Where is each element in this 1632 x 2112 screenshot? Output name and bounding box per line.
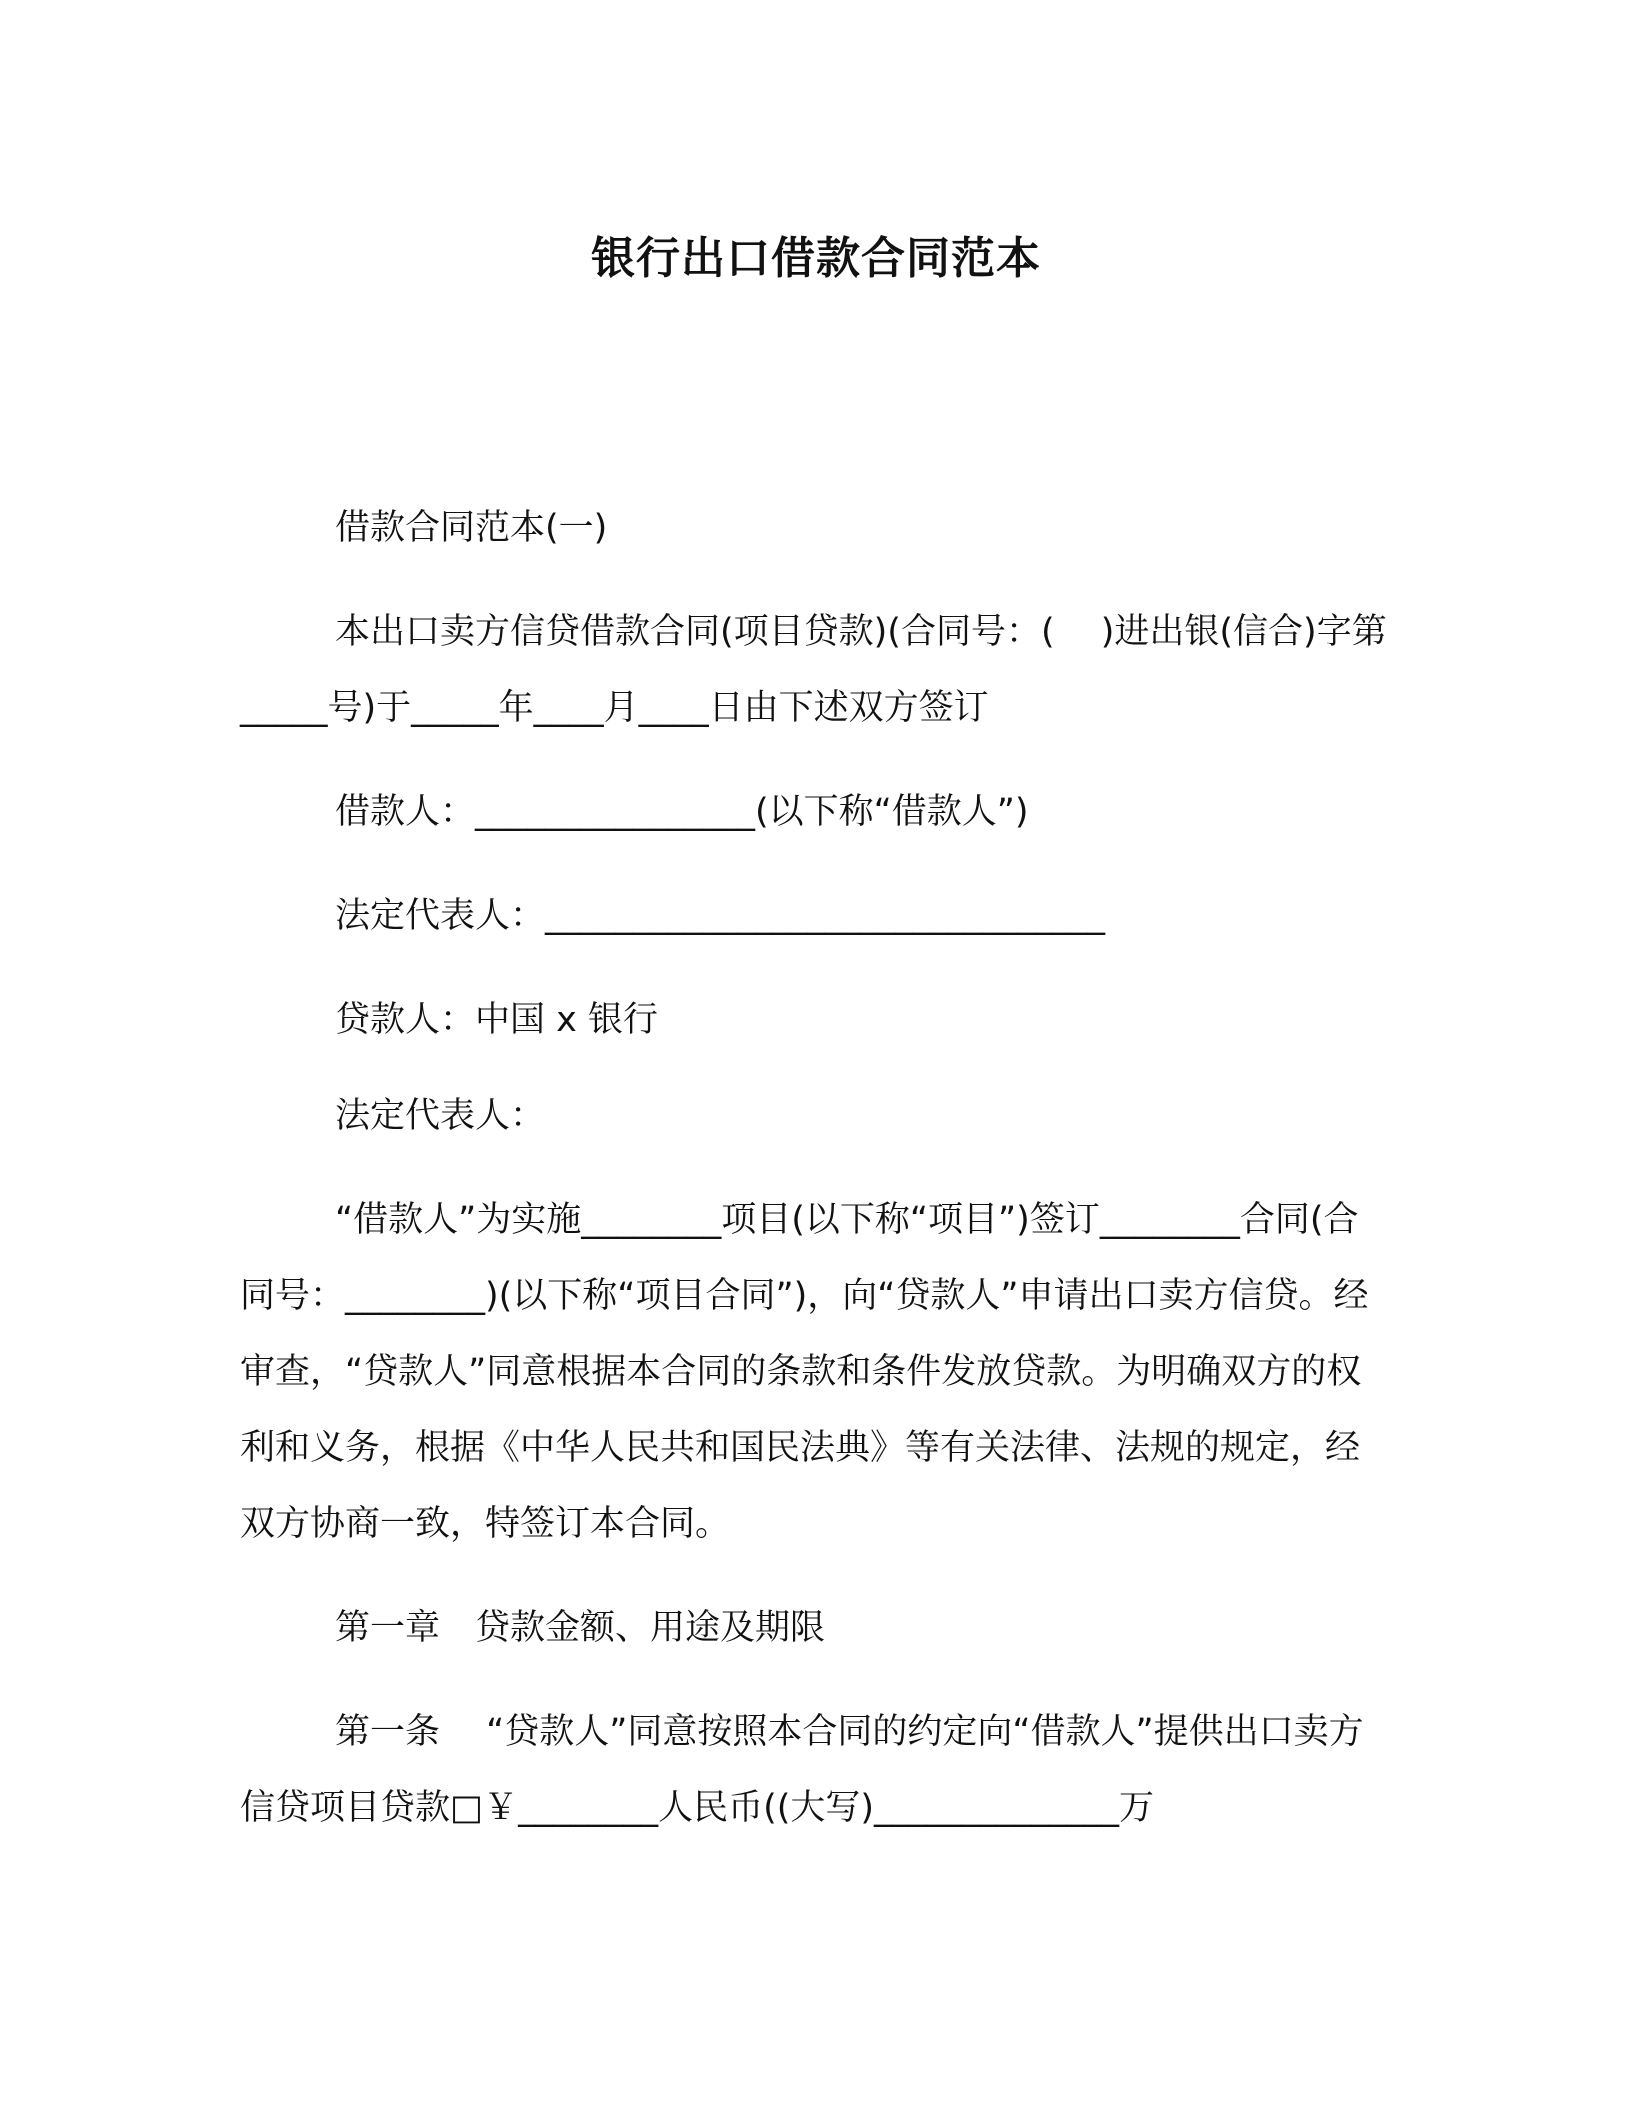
document-title: 银行出口借款合同范本 [591,233,1041,284]
borrower-line: 借款人：________________(以下称“借款人”) [335,792,1029,832]
lender-line: 贷款人：中国 x 银行 [335,1000,658,1040]
lender-legal-rep-line: 法定代表人： [335,1096,546,1136]
contract-intro-paragraph: 本出口卖方信贷借款合同(项目贷款)(合同号：( )进出银(信合)字第_____号)于_____年____月____日由下述双方签订 [240,612,1387,728]
section-heading: 借款合同范本(一) [335,508,608,548]
chapter-heading: 第一章 贷款金额、用途及期限 [335,1608,826,1648]
article-one-paragraph: 第一条 “贷款人”同意按照本合同的约定向“借款人”提供出口卖方信贷项目贷款□￥________人民币((大写)______________万 [240,1712,1364,1828]
preamble-paragraph: “借款人”为实施________项目(以下称“项目”)签订________合同(合同号：________)(以下称“项目合同”)，向“贷款人”申请出口卖方信贷。经审查，“贷款人”同意根据本合同的条款和条件发放贷款。为明确双方的权利和义务，根据《中华人民共和国民法典》等有关法律、法规的规定，经双方协商一致，特签订本合同。 [240,1200,1369,1544]
borrower-legal-rep-line: 法定代表人：________________________________ [335,896,1106,936]
document-body [240,490,1390,1874]
